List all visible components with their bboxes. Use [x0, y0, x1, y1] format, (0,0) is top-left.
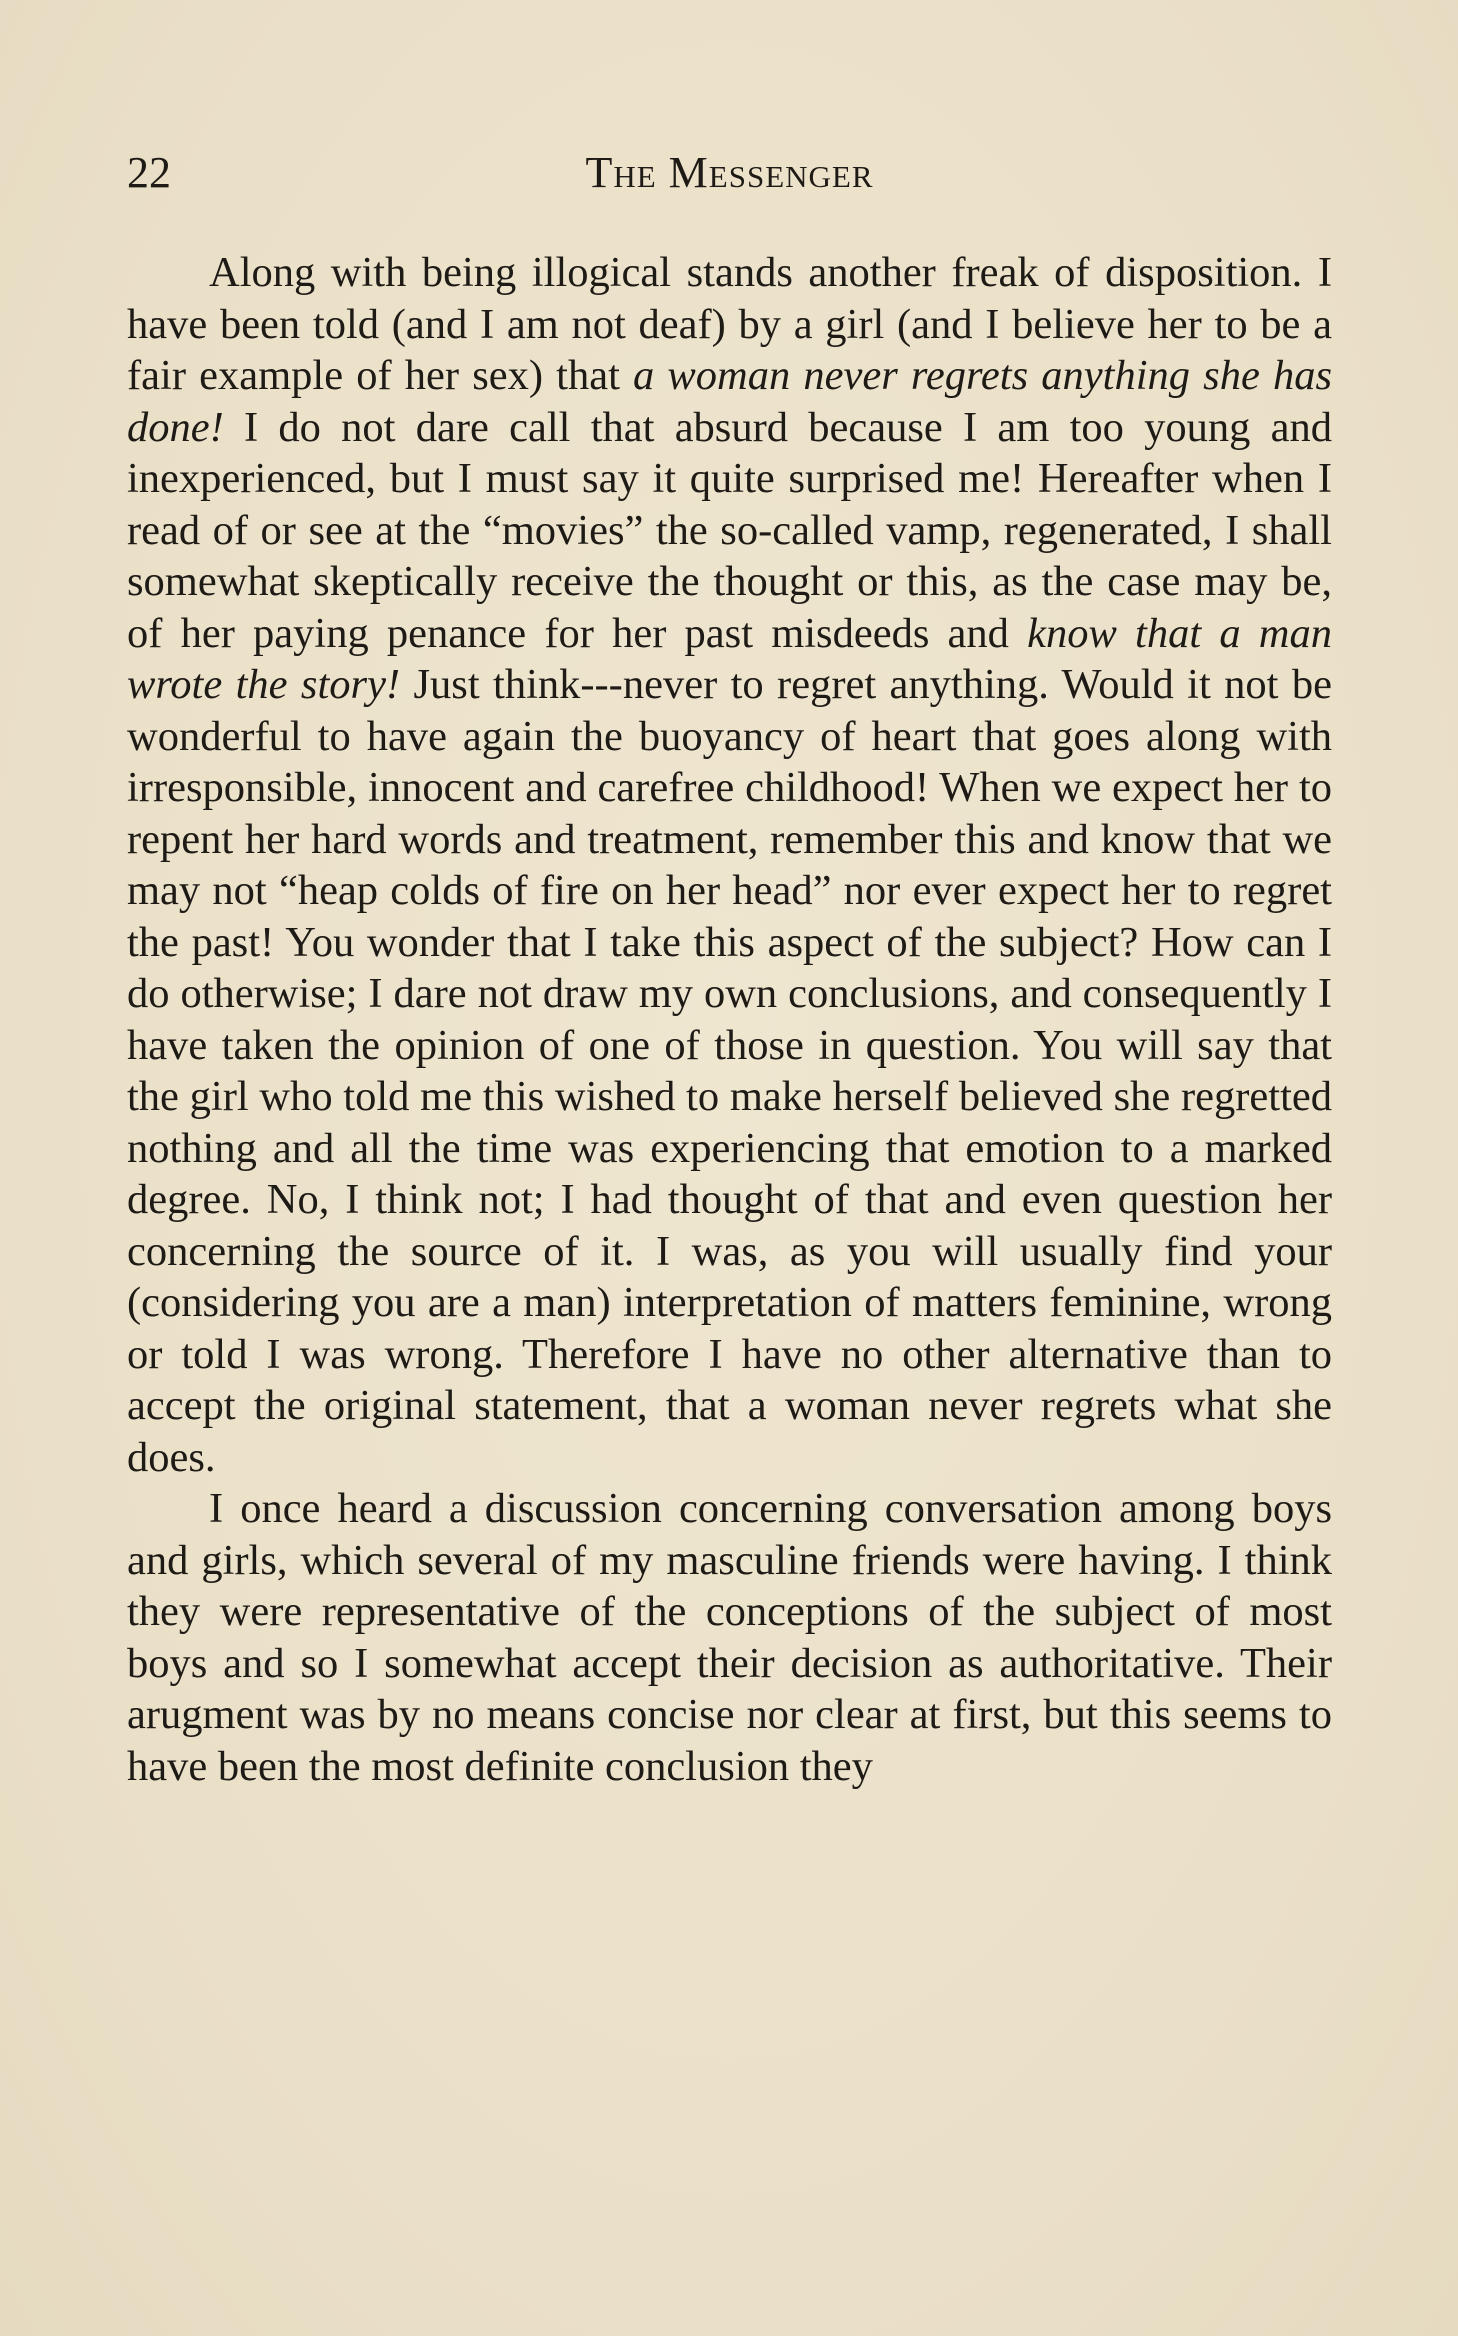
body-text: [127, 247, 1332, 1792]
paragraph-1: [127, 247, 1332, 1483]
paragraph-2: [127, 1483, 1332, 1792]
running-title: The Messenger: [585, 148, 874, 197]
text-span: Just think---never to regret anything. Would it not be wonderful to have again the buoyancy of heart that goes along with irresponsible, innocent and carefree childhood! When we expect her to repent her hard words and treatment, remember this and know that we may not “heap colds of fire on her head” nor ever expect her to regret the past! You wonder that I take this aspect of the subject? How can I do otherwise; I dare not draw my own conclusions, and consequently I have taken the opinion of one of those in question. You will say that the girl who told me this wished to make herself believed she regretted nothing and all the time was experiencing that emotion to a marked degree. No, I think not; I had thought of that and even question her concerning the source of it. I was, as you will usually find your (considering you are a man) interpretation of matters feminine, wrong or told I was wrong. Therefore I have no other alternative than to accept the original statement, that a woman never regrets what she does.: [127, 661, 1332, 1481]
text-span: Along with being illogical stands another freak of disposition. I have been told (and I am not deaf) by a girl (and I believe her to be a fair example of her sex) that: [127, 249, 1332, 399]
running-head: [127, 148, 1332, 198]
text-span: I do not dare call that absurd because I am too young and inexperienced, but I must say it quite surprised me! Hereafter when I read of or see at the “movies” the so-called vamp, regenerated, I shall somewhat skeptically receive the thought or this, as the case may be, of her paying penance for her past misdeeds and: [127, 403, 1332, 657]
page-number: 22: [127, 148, 171, 197]
text-span: I once heard a discussion concerning conversation among boys and girls, which several of my masculine friends were having. I think they were representative of the conceptions of the subject of most boys and so I somewhat accept their decision as authoritative. Their arugment was by no means concise nor clear at first, but this seems to have been the most definite conclusion they: [127, 1485, 1332, 1790]
italic-span: a woman never regrets anything she has done!: [127, 352, 1333, 451]
italic-span: know that a man wrote the story!: [127, 609, 1332, 708]
